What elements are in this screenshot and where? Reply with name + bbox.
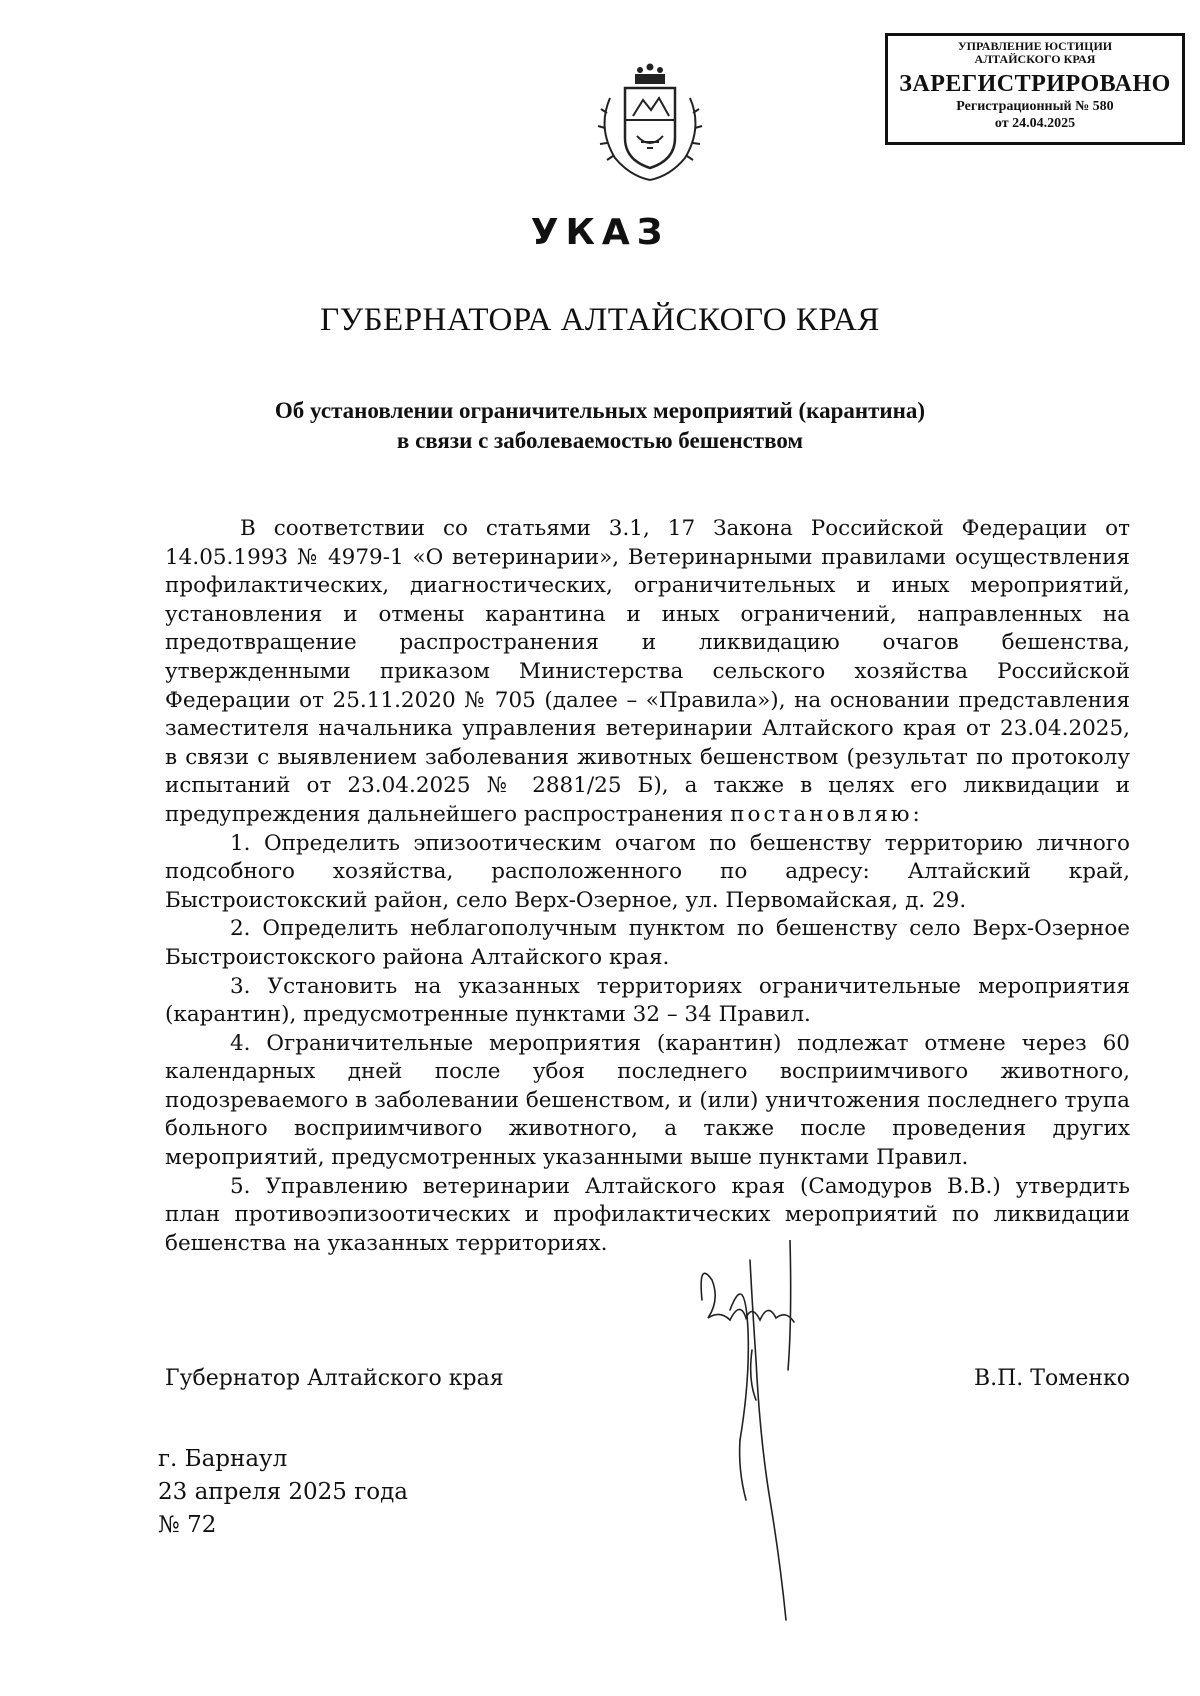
stamp-reg-number: Регистрационный № 580 <box>956 99 1114 114</box>
stamp-reg-date: от 24.04.2025 <box>994 116 1076 131</box>
subject-line-2: в связи с заболеваемостью бешенством <box>396 428 804 453</box>
signer-position: Губернатор Алтайского края <box>165 1366 504 1391</box>
signer-name: В.П. Томенко <box>973 1366 1130 1391</box>
decree-item-4: 4. Ограничительные мероприятия (карантин) подлежат отмене через 60 календарных дней после убоя последнего восприимчивого животного, подозреваемого в заболевании бешенством, и (или) уничтожения последнего трупа больного восприимчивого животного, а также после проведения других мероприятий, предусмотренных указанными выше пунктами Правил. <box>165 1030 1130 1171</box>
decree-item-1: 1. Определить эпизоотическим очагом по бешенству территорию личного подсобного хозяйства, расположенного по адресу: Алтайский край, Быстроистокский район, село Верх-Озерное, ул. Первомайская, д. 29. <box>165 830 1130 913</box>
issue-city: г. Барнаул <box>158 1446 288 1472</box>
document-issuer: ГУБЕРНАТОРА АЛТАЙСКОГО КРАЯ <box>320 302 880 338</box>
decree-item-2: 2. Определить неблагополучным пунктом по бешенству село Верх-Озерное Быстроистокского района Алтайского края. <box>165 916 1130 970</box>
decree-item-3: 3. Установить на указанных территориях ограничительные мероприятия (карантин), предусмотренные пунктами 32 – 34 Правил. <box>165 973 1130 1028</box>
handwritten-signature <box>690 1240 880 1640</box>
document-type: УКАЗ <box>530 212 670 253</box>
registration-stamp <box>885 33 1185 145</box>
document-subject <box>0 396 1200 456</box>
stamp-org-line1: УПРАВЛЕНИЕ ЮСТИЦИИ <box>957 39 1113 53</box>
document-body <box>165 515 1130 1258</box>
issue-date: 23 апреля 2025 года <box>158 1479 409 1505</box>
decree-item-5: 5. Управлению ветеринарии Алтайского края (Самодуров В.В.) утвердить план противоэпизоотических и профилактических мероприятий по ликвидации бешенства на указанных территориях. <box>165 1173 1130 1256</box>
stamp-status: ЗАРЕГИСТРИРОВАНО <box>899 71 1171 97</box>
issue-details <box>158 1443 408 1542</box>
preamble-text: В соответствии со статьями 3.1, 17 Закона Российской Федерации от 14.05.1993 № 4979-1 «О ветеринарии», Ветеринарными правилами осуществления профилактических, диагностических, ограничительных и иных мероприятий, установления и отмены карантина и иных ограничений, направленных на предотвращение распространения и ликвидацию очагов бешенства, утвержденными приказом Министерства сельского хозяйства Российской Федерации от 25.11.2020 № 705 (далее – «Правила»), на основании представления заместителя начальника управления ветеринарии Алтайского края от 23.04.2025, в связи с выявлением заболевания животных бешенством (результат по протоколу испытаний от 23.04.2025 № 2881/25 Б), а также в целях его ликвидации и предупреждения дальнейшего распространения <box>165 516 1130 827</box>
decree-word: постановляю: <box>730 801 923 827</box>
preamble <box>165 515 1130 830</box>
decree-number: № 72 <box>158 1512 217 1538</box>
coat-of-arms-emblem <box>585 58 715 188</box>
subject-line-1: Об установлении ограничительных мероприятий (карантина) <box>274 398 926 423</box>
stamp-org-line2: АЛТАЙСКОГО КРАЯ <box>974 52 1096 66</box>
